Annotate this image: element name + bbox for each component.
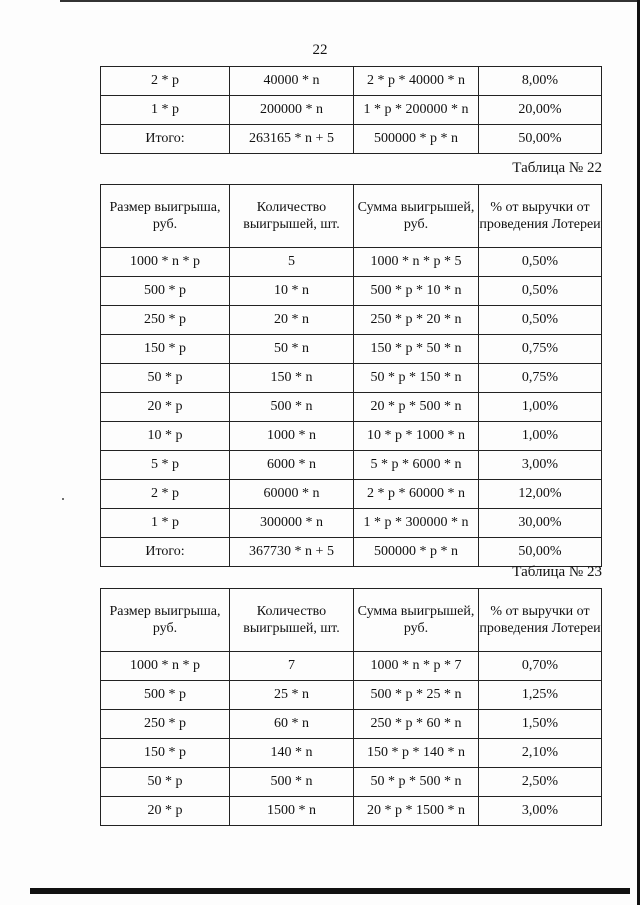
table-row [101,768,602,797]
cell-prize-sum: 500000 * р * n [354,538,479,567]
table-row [101,652,602,681]
table-row [101,710,602,739]
table-22-body [101,248,602,567]
cell-prize-size: 5 * р [101,451,230,480]
table-23 [100,588,602,826]
cell-revenue-percent: 50,00% [479,538,602,567]
cell-revenue-percent: 2,50% [479,768,602,797]
cell-revenue-percent: 1,25% [479,681,602,710]
cell-prize-sum: 1 * р * 300000 * n [354,509,479,538]
cell-revenue-percent: 0,70% [479,652,602,681]
cell-prize-count: 500 * n [230,393,354,422]
cell-prize-count: 60000 * n [230,480,354,509]
cell-prize-size: 150 * р [101,739,230,768]
table-row [101,451,602,480]
cell-prize-count: 10 * n [230,277,354,306]
cell-prize-size: 50 * р [101,364,230,393]
cell-prize-size: 500 * р [101,277,230,306]
cell-prize-size: 250 * р [101,306,230,335]
table-23-caption: Таблица № 23 [512,564,602,580]
header-prize-size: Размер выигрыша, руб. [101,589,230,652]
scan-edge-bottom [30,888,630,894]
cell-prize-sum: 2 * р * 60000 * n [354,480,479,509]
cell-prize-size: 20 * р [101,797,230,826]
cell-revenue-percent: 0,50% [479,248,602,277]
table-row [101,509,602,538]
scan-speck [62,498,64,500]
table-row [101,248,602,277]
header-prize-count: Количество выигрышей, шт. [230,589,354,652]
cell-prize-size: Итого: [101,125,230,154]
cell-prize-count: 263165 * n + 5 [230,125,354,154]
cell-revenue-percent: 3,00% [479,451,602,480]
table-row [101,96,602,125]
cell-revenue-percent: 3,00% [479,797,602,826]
table-23-body [101,652,602,826]
cell-prize-count: 200000 * n [230,96,354,125]
table-row [101,797,602,826]
table-row [101,277,602,306]
cell-prize-sum: 150 * р * 140 * n [354,739,479,768]
table-21-body [101,67,602,154]
header-revenue-percent: % от выручки от проведения Лотереи [479,589,602,652]
cell-prize-size: 2 * р [101,480,230,509]
cell-prize-sum: 500000 * р * n [354,125,479,154]
header-revenue-percent: % от выручки от проведения Лотереи [479,185,602,248]
cell-prize-count: 500 * n [230,768,354,797]
table-22 [100,184,602,567]
cell-prize-count: 60 * n [230,710,354,739]
cell-prize-count: 6000 * n [230,451,354,480]
cell-revenue-percent: 1,50% [479,710,602,739]
table-row [101,393,602,422]
table-row [101,306,602,335]
cell-prize-count: 1000 * n [230,422,354,451]
cell-prize-size: 250 * р [101,710,230,739]
header-prize-sum: Сумма выигрышей, руб. [354,185,479,248]
cell-revenue-percent: 30,00% [479,509,602,538]
cell-prize-count: 50 * n [230,335,354,364]
header-prize-size: Размер выигрыша, руб. [101,185,230,248]
cell-prize-count: 20 * n [230,306,354,335]
cell-revenue-percent: 20,00% [479,96,602,125]
table-21-continued [100,66,602,154]
table-row [101,739,602,768]
table-22-caption: Таблица № 22 [512,160,602,176]
cell-prize-sum: 500 * р * 10 * n [354,277,479,306]
cell-prize-sum: 10 * р * 1000 * n [354,422,479,451]
table-row [101,67,602,96]
scan-edge-top [60,0,640,2]
cell-revenue-percent: 1,00% [479,422,602,451]
cell-revenue-percent: 0,50% [479,306,602,335]
table-row [101,538,602,567]
cell-prize-sum: 1000 * n * р * 5 [354,248,479,277]
cell-prize-count: 367730 * n + 5 [230,538,354,567]
cell-prize-sum: 1 * р * 200000 * n [354,96,479,125]
cell-prize-size: 20 * р [101,393,230,422]
cell-revenue-percent: 0,75% [479,364,602,393]
cell-prize-sum: 50 * р * 500 * n [354,768,479,797]
cell-prize-count: 7 [230,652,354,681]
cell-prize-size: 2 * р [101,67,230,96]
table-row [101,480,602,509]
table-row [101,681,602,710]
cell-revenue-percent: 1,00% [479,393,602,422]
cell-revenue-percent: 50,00% [479,125,602,154]
cell-prize-sum: 2 * р * 40000 * n [354,67,479,96]
cell-prize-count: 300000 * n [230,509,354,538]
cell-prize-sum: 50 * р * 150 * n [354,364,479,393]
table-row [101,125,602,154]
table-header-row [101,589,602,652]
cell-prize-sum: 150 * р * 50 * n [354,335,479,364]
cell-prize-size: 50 * р [101,768,230,797]
cell-prize-count: 25 * n [230,681,354,710]
table-row [101,422,602,451]
cell-prize-count: 1500 * n [230,797,354,826]
cell-prize-count: 150 * n [230,364,354,393]
cell-prize-count: 40000 * n [230,67,354,96]
cell-prize-size: 500 * р [101,681,230,710]
table-row [101,364,602,393]
cell-prize-sum: 250 * р * 20 * n [354,306,479,335]
cell-revenue-percent: 0,75% [479,335,602,364]
cell-prize-count: 140 * n [230,739,354,768]
cell-revenue-percent: 0,50% [479,277,602,306]
cell-prize-sum: 1000 * n * р * 7 [354,652,479,681]
header-prize-count: Количество выигрышей, шт. [230,185,354,248]
cell-prize-size: 1000 * n * р [101,248,230,277]
table-row [101,335,602,364]
cell-prize-sum: 20 * р * 500 * n [354,393,479,422]
cell-prize-count: 5 [230,248,354,277]
cell-prize-size: 150 * р [101,335,230,364]
cell-prize-size: 1 * р [101,509,230,538]
cell-revenue-percent: 8,00% [479,67,602,96]
cell-revenue-percent: 12,00% [479,480,602,509]
cell-prize-sum: 5 * р * 6000 * n [354,451,479,480]
cell-prize-size: 1 * р [101,96,230,125]
header-prize-sum: Сумма выигрышей, руб. [354,589,479,652]
cell-revenue-percent: 2,10% [479,739,602,768]
cell-prize-sum: 500 * р * 25 * n [354,681,479,710]
cell-prize-sum: 20 * р * 1500 * n [354,797,479,826]
cell-prize-size: 1000 * n * р [101,652,230,681]
table-header-row [101,185,602,248]
page-number: 22 [312,42,328,58]
cell-prize-sum: 250 * р * 60 * n [354,710,479,739]
cell-prize-size: 10 * р [101,422,230,451]
cell-prize-size: Итого: [101,538,230,567]
